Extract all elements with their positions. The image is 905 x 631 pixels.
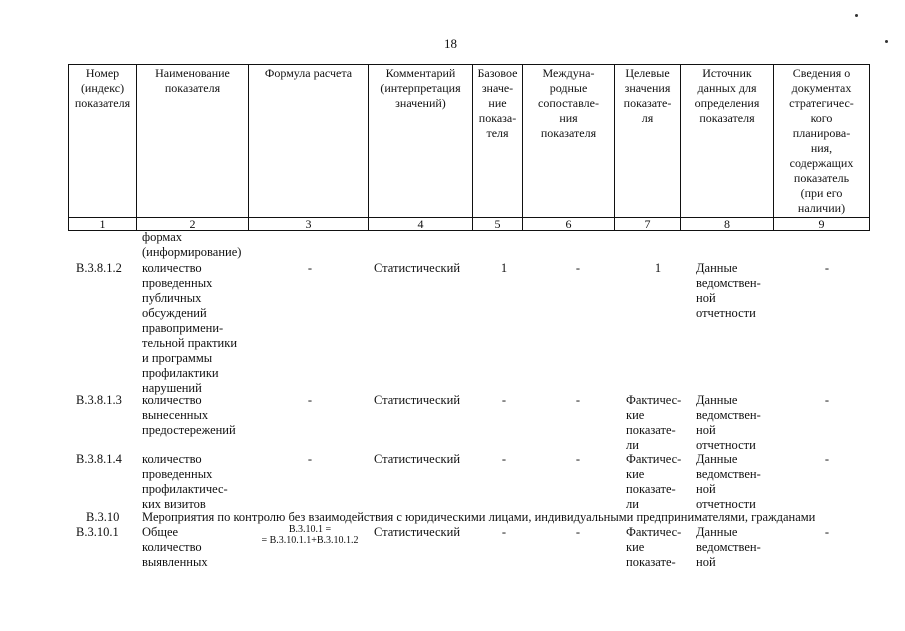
col-number: 9: [774, 218, 870, 231]
row-base-value: -: [501, 452, 507, 466]
header-base: [473, 65, 523, 218]
header-index: [69, 65, 137, 218]
scan-speck: [885, 40, 888, 43]
row-name: количество проведенных публичных обсуждений правопримени- тельной практики и программы профилактики нарушений: [142, 261, 238, 395]
row-formula: -: [307, 452, 313, 466]
indicator-table-header: [68, 64, 870, 231]
col-number: 8: [681, 218, 774, 231]
row-intl: -: [575, 452, 581, 466]
header-strategic: [774, 65, 870, 218]
row-target: Фактичес- кие показате- ли: [626, 452, 682, 511]
header-name-text: Наименование показателя: [155, 66, 230, 95]
continuation-text: формах (информирование): [142, 230, 242, 259]
row-code: В.3.10.1: [76, 525, 119, 539]
header-strategic-text: Сведения о документах стратегичес- кого планирова- ния, содержащих показатель (при его наличии): [789, 66, 854, 215]
row-name: количество проведенных профилактичес- ких визитов: [142, 452, 228, 511]
row-intl: -: [575, 261, 581, 275]
header-index-text: Номер (индекс) показателя: [74, 66, 131, 110]
row-intl: -: [575, 393, 581, 407]
row-strategic: -: [824, 452, 830, 466]
section-title: Мероприятия по контролю без взаимодействия с юридическими лицами, индивидуальными предпринимателями, гражданами: [142, 510, 816, 524]
row-source: Данные ведомствен- ной отчетности: [696, 261, 761, 320]
row-source: Данные ведомствен- ной: [696, 525, 761, 569]
row-code: В.3.8.1.2: [76, 261, 122, 275]
header-base-text: Базовое значе- ние показа- теля: [477, 66, 518, 140]
header-source-text: Источник данных для определения показателя: [694, 66, 760, 125]
row-comment: Статистический: [374, 525, 461, 539]
row-base-value: -: [501, 525, 507, 539]
row-strategic: -: [824, 525, 830, 539]
row-formula: -: [307, 261, 313, 275]
row-code: В.3.8.1.4: [76, 452, 122, 466]
row-name: Общее количество выявленных: [142, 525, 208, 569]
header-comment: [369, 65, 473, 218]
header-formula-text: Формула расчета: [264, 66, 353, 80]
row-code: В.3.8.1.3: [76, 393, 122, 407]
row-intl: -: [575, 525, 581, 539]
header-comment-text: Комментарий (интерпретация значений): [380, 66, 461, 110]
col-number: 3: [249, 218, 369, 231]
row-strategic: -: [824, 393, 830, 407]
row-comment: Статистический: [374, 261, 461, 275]
row-name: количество вынесенных предостережений: [142, 393, 236, 437]
row-target: Фактичес- кие показате- ли: [626, 393, 682, 452]
row-base-value: -: [501, 393, 507, 407]
row-comment: Статистический: [374, 393, 461, 407]
header-intl: [523, 65, 615, 218]
row-base-value: 1: [500, 261, 508, 275]
section-code: В.3.10: [86, 510, 120, 524]
header-name: [137, 65, 249, 218]
row-formula: В.3.10.1 = = В.3.10.1.1+В.3.10.1.2: [261, 524, 359, 546]
col-number: 1: [69, 218, 137, 231]
row-strategic: -: [824, 261, 830, 275]
row-target: 1: [654, 261, 662, 275]
header-target: [615, 65, 681, 218]
col-number: 4: [369, 218, 473, 231]
page-number: 18: [444, 36, 457, 51]
col-number: 2: [137, 218, 249, 231]
scan-speck: [855, 14, 858, 17]
row-source: Данные ведомствен- ной отчетности: [696, 393, 761, 452]
row-formula: -: [307, 393, 313, 407]
row-source: Данные ведомствен- ной отчетности: [696, 452, 761, 511]
header-source: [681, 65, 774, 218]
col-number: 5: [473, 218, 523, 231]
header-intl-text: Междуна- родные сопоставле- ния показателя: [538, 66, 599, 140]
row-target: Фактичес- кие показате-: [626, 525, 682, 569]
header-formula: [249, 65, 369, 218]
col-number: 6: [523, 218, 615, 231]
row-comment: Статистический: [374, 452, 461, 466]
header-target-text: Целевые значения показате- ля: [623, 66, 672, 125]
col-number: 7: [615, 218, 681, 231]
